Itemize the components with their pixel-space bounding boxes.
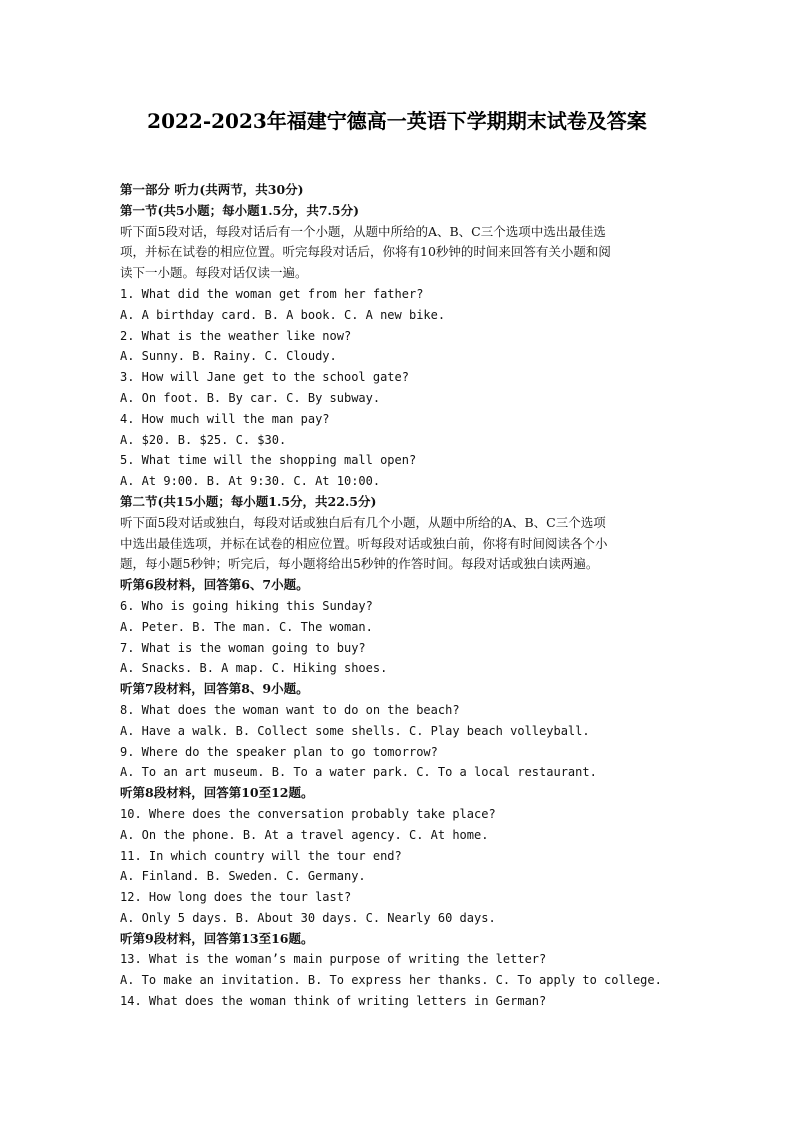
material-heading: 听第8段材料，回答第10至12题。 [120, 785, 314, 801]
question: 1. What did the woman get from her father? [120, 286, 424, 301]
options: A. To make an invitation. B. To express her thanks. C. To apply to college. [120, 973, 662, 988]
options: A. To an art museum. B. To a water park. C. To a local restaurant. [120, 765, 597, 780]
section2-heading: 第二节(共15小题；每小题1.5分，共22.5分) [120, 493, 377, 509]
options: A. On foot. B. By car. C. By subway. [120, 390, 381, 405]
question: 12. How long does the tour last? [120, 890, 352, 905]
material-heading: 听第6段材料，回答第6、7小题。 [120, 577, 309, 593]
section1-instruction: 项，并标在试卷的相应位置。听完每段对话后，你将有10秒钟的时间来回答有关小题和阅 [120, 244, 611, 260]
material-heading: 听第9段材料，回答第13至16题。 [120, 930, 314, 946]
options: A. $20. B. $25. C. $30. [120, 432, 287, 447]
question: 5. What time will the shopping mall open? [120, 453, 417, 468]
question: 10. Where does the conversation probably take place? [120, 806, 496, 821]
options: A. Finland. B. Sweden. C. Germany. [120, 869, 366, 884]
options: A. Snacks. B. A map. C. Hiking shoes. [120, 661, 388, 676]
question: 4. How much will the man pay? [120, 411, 330, 426]
options: A. Sunny. B. Rainy. C. Cloudy. [120, 349, 337, 364]
material-heading: 听第7段材料，回答第8、9小题。 [120, 681, 309, 697]
question: 13. What is the woman’s main purpose of writing the letter? [120, 952, 547, 967]
page-title: 2022-2023年福建宁德高一英语下学期期末试卷及答案 [147, 109, 647, 133]
question: 9. Where do the speaker plan to go tomorrow? [120, 744, 438, 759]
part1-heading: 第一部分 听力(共两节，共30分) [120, 182, 304, 197]
section2-instruction: 题，每小题5秒钟；听完后，每小题将给出5秒钟的作答时间。每段对话或独白读两遍。 [120, 556, 599, 572]
section2-instruction: 听下面5段对话或独白，每段对话或独白后有几个小题，从题中所给的A、B、C三个选项 [120, 514, 606, 530]
question: 6. Who is going hiking this Sunday? [120, 598, 373, 613]
options: A. Only 5 days. B. About 30 days. C. Nearly 60 days. [120, 910, 496, 925]
exam-content [120, 180, 680, 1012]
options: A. At 9:00. B. At 9:30. C. At 10:00. [120, 474, 381, 489]
section1-instruction: 听下面5段对话，每段对话后有一个小题，从题中所给的A、B、C三个选项中选出最佳选 [120, 223, 606, 239]
options: A. Have a walk. B. Collect some shells. C. Play beach volleyball. [120, 723, 590, 738]
options: A. On the phone. B. At a travel agency. C. At home. [120, 827, 489, 842]
options: A. Peter. B. The man. C. The woman. [120, 619, 373, 634]
question: 3. How will Jane get to the school gate? [120, 370, 409, 385]
options: A. A birthday card. B. A book. C. A new bike. [120, 307, 446, 322]
question: 14. What does the woman think of writing letters in German? [120, 994, 547, 1009]
section2-instruction: 中选出最佳选项，并标在试卷的相应位置。听每段对话或独白前，你将有时间阅读各个小 [120, 535, 608, 551]
section1-heading: 第一节(共5小题；每小题1.5分，共7.5分) [120, 202, 360, 218]
question: 8. What does the woman want to do on the beach? [120, 702, 460, 717]
question: 11. In which country will the tour end? [120, 848, 402, 863]
section1-instruction: 读下一小题。每段对话仅读一遍。 [120, 265, 308, 281]
question: 7. What is the woman going to buy? [120, 640, 366, 655]
question: 2. What is the weather like now? [120, 328, 352, 343]
